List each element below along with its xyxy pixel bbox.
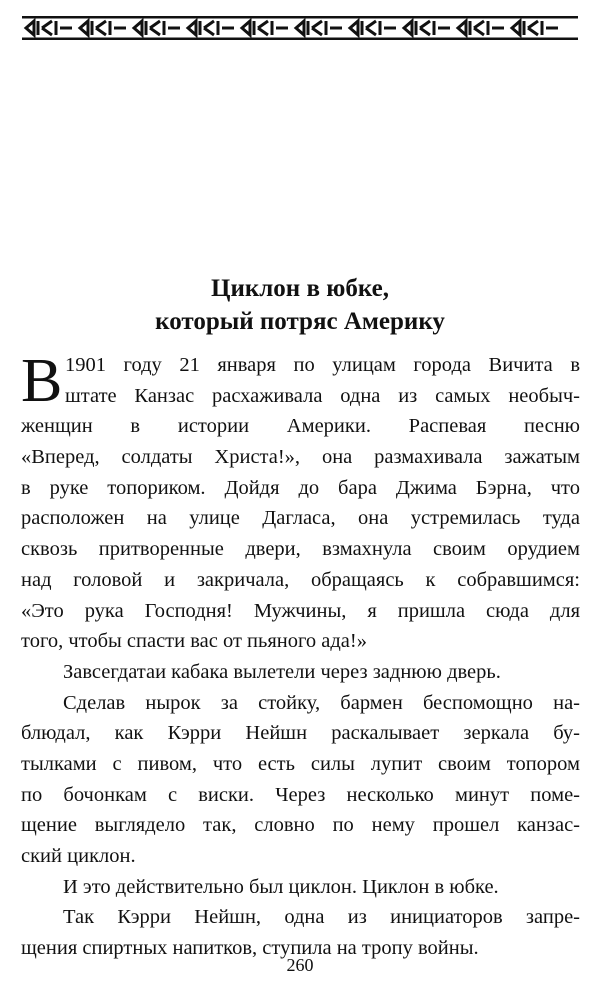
chapter-title-line-2: который потряс Америку: [155, 308, 445, 335]
text-line: блюдал, как Кэрри Нейшн раскалывает зеркала бу-: [21, 722, 580, 745]
text-line: 1901 году 21 января по улицам города Вичита в: [65, 354, 580, 376]
ornament-unit: [458, 21, 504, 35]
text-line: «Это рука Господня! Мужчины, я пришла сюда для: [21, 599, 580, 622]
text-line: сквозь притворенные двери, взмахнула своим орудием: [21, 538, 580, 561]
text-line: тылками с пивом, что есть силы лупит своим топором: [21, 752, 580, 775]
text-line: Так Кэрри Нейшн, одна из инициаторов запре-: [63, 906, 580, 929]
text-line: по бочонкам с виски. Через несколько минут поме-: [21, 783, 580, 806]
text-line: щения спиртных напитков, ступила на тропу войны.: [21, 937, 479, 960]
text-line: штате Канзас расхаживала одна из самых необыч-: [65, 384, 580, 407]
ornament-unit: [404, 21, 450, 35]
ornament-unit: [188, 21, 234, 35]
ornament-unit: [512, 21, 558, 35]
text-line: ский циклон.: [21, 845, 136, 867]
drop-cap: В: [21, 347, 63, 415]
text-line: расположен на улице Дагласа, она устремилась туда: [21, 507, 580, 530]
text-line: щение выглядело так, словно по нему прошел канзас-: [21, 814, 580, 837]
text-line: И это действительно был циклон. Циклон в юбке.: [63, 875, 499, 898]
page-number: 260: [286, 955, 314, 975]
article-body: [21, 347, 580, 964]
text-line: над головой и закричала, обращаясь к собравшимся:: [21, 568, 580, 591]
ornament-unit: [296, 21, 342, 35]
ornament-unit: [134, 21, 180, 35]
text-line: женщин в истории Америки. Распевая песню: [21, 415, 580, 438]
decorative-ornament-band: [22, 14, 578, 42]
ornament-unit: [350, 21, 396, 35]
chapter-title-line-1: Циклон в юбке,: [211, 275, 389, 302]
text-line: Сделав нырок за стойку, бармен беспомощно на-: [63, 691, 580, 714]
ornament-unit: [26, 21, 72, 35]
text-line: «Вперед, солдаты Христа!», она размахивала зажатым: [21, 446, 580, 469]
chapter-title: [20, 272, 580, 338]
text-line: Завсегдатаи кабака вылетели через заднюю дверь.: [63, 660, 501, 683]
text-line: в руке топориком. Дойдя до бара Джима Бэрна, что: [21, 476, 580, 499]
ornament-unit: [80, 21, 126, 35]
ornament-unit: [242, 21, 288, 35]
text-line: того, чтобы спасти вас от пьяного ада!»: [21, 630, 367, 653]
